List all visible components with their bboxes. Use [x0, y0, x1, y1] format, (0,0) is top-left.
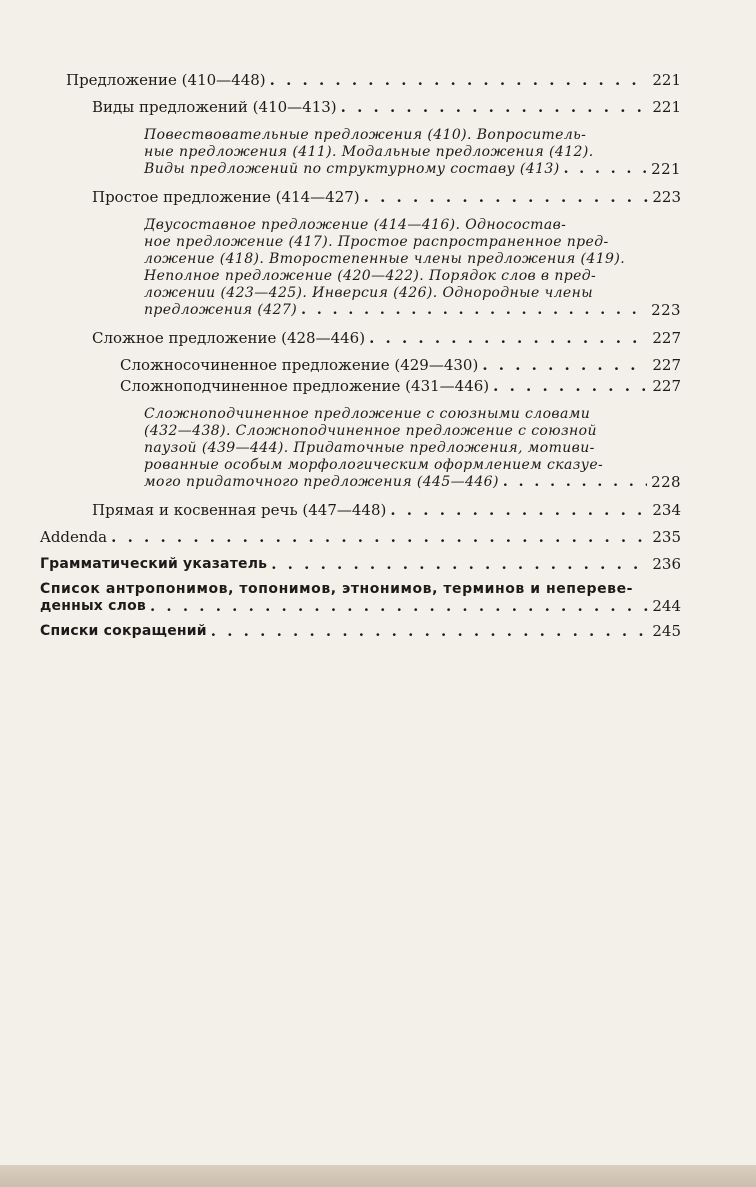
toc-entry-title: Простое предложение (414—427) [92, 188, 360, 206]
description-line: Неполное предложение (420—422). Порядок слов в пред- [144, 268, 597, 284]
toc-entry-title: Списки сокращений [40, 623, 207, 639]
toc-entry-sentence[interactable] [66, 70, 681, 91]
leader-dots [271, 554, 648, 575]
description-last-line [144, 302, 681, 319]
description-line: предложения (427) [144, 302, 298, 318]
toc-entry-sentence-types[interactable] [92, 97, 681, 118]
leader-dots [270, 70, 649, 91]
description-last-line [144, 161, 681, 178]
description-line: паузой (439—444). Придаточные предложения, мотиви- [144, 440, 595, 456]
toc-entry-title: денных слов [40, 598, 146, 614]
leader-dots [150, 598, 648, 615]
toc-entry-simple-sentence[interactable] [92, 187, 681, 208]
description-line: ложение (418). Второстепенные члены предложения (419). [144, 251, 626, 267]
leader-dots [211, 621, 649, 642]
toc-page-number: 223 [652, 188, 681, 206]
toc-entry-addenda[interactable] [40, 527, 681, 548]
toc-page-number: 244 [652, 597, 681, 615]
description-line: рованные особым морфологическим оформлением сказуе- [144, 457, 604, 473]
toc-entry-compound-sentence[interactable] [120, 355, 681, 376]
toc-page-number: 236 [652, 555, 681, 573]
toc-page-number: 228 [651, 473, 681, 491]
toc-entry-title: Прямая и косвенная речь (447—448) [92, 501, 387, 519]
toc-entry-title: Предложение (410—448) [66, 71, 266, 89]
toc-page-number: 221 [651, 160, 681, 178]
leader-dots [482, 355, 648, 376]
leader-dots [390, 500, 648, 521]
toc-page-number: 227 [652, 356, 681, 374]
page-edge [0, 1165, 756, 1187]
toc-entry-complex-sentence[interactable] [92, 328, 681, 349]
toc-entry-abbreviations[interactable] [40, 621, 681, 642]
toc-page-number: 235 [652, 528, 681, 546]
toc-description-simple-sentence [144, 217, 681, 319]
toc-page-number: 221 [652, 71, 681, 89]
toc-page-number: 245 [652, 622, 681, 640]
toc-page-number: 221 [652, 98, 681, 116]
table-of-contents [40, 70, 681, 642]
description-last-line [144, 474, 681, 491]
description-line: (432—438). Сложноподчиненное предложение с союзной [144, 423, 597, 439]
description-line: мого придаточного предложения (445—446) [144, 474, 499, 490]
toc-page-number: 227 [652, 329, 681, 347]
description-line: Повествовательные предложения (410). Вопроситель- [144, 127, 587, 143]
leader-dots [364, 187, 649, 208]
leader-dots [301, 302, 647, 319]
leader-dots [493, 376, 648, 397]
leader-dots [369, 328, 648, 349]
toc-entry-title: Addenda [40, 528, 108, 546]
leader-dots [341, 97, 649, 118]
description-line: Сложноподчиненное предложение с союзными словами [144, 406, 591, 422]
leader-dots [503, 474, 647, 491]
toc-entry-subordinate-sentence[interactable] [120, 376, 681, 397]
toc-entry-title: Список антропонимов, топонимов, этнонимов, терминов и непереве- [40, 581, 633, 597]
toc-entry-title: Сложносочиненное предложение (429—430) [120, 356, 479, 374]
description-line: ное предложение (417). Простое распространенное пред- [144, 234, 609, 250]
toc-entry-title: Сложное предложение (428—446) [92, 329, 366, 347]
toc-entry-title: Виды предложений (410—413) [92, 98, 337, 116]
toc-page-number: 227 [652, 377, 681, 395]
description-line: ные предложения (411). Модальные предложения (412). [144, 144, 594, 160]
toc-description-sentence-types [144, 127, 681, 178]
toc-entry-direct-indirect-speech[interactable] [92, 500, 681, 521]
toc-page-number: 223 [651, 301, 681, 319]
toc-page-number: 234 [652, 501, 681, 519]
description-line: ложении (423—425). Инверсия (426). Однородные члены [144, 285, 594, 301]
toc-description-subordinate-sentence [144, 406, 681, 491]
toc-entry-names-list[interactable] [40, 581, 681, 615]
toc-entry-grammatical-index[interactable] [40, 554, 681, 575]
toc-entry-title: Грамматический указатель [40, 556, 268, 572]
leader-dots [111, 527, 648, 548]
toc-entry-title: Сложноподчиненное предложение (431—446) [120, 377, 490, 395]
description-line: Двусоставное предложение (414—416). Односостав- [144, 217, 567, 233]
leader-dots [564, 161, 648, 178]
description-line: Виды предложений по структурному составу (413) [144, 161, 560, 177]
